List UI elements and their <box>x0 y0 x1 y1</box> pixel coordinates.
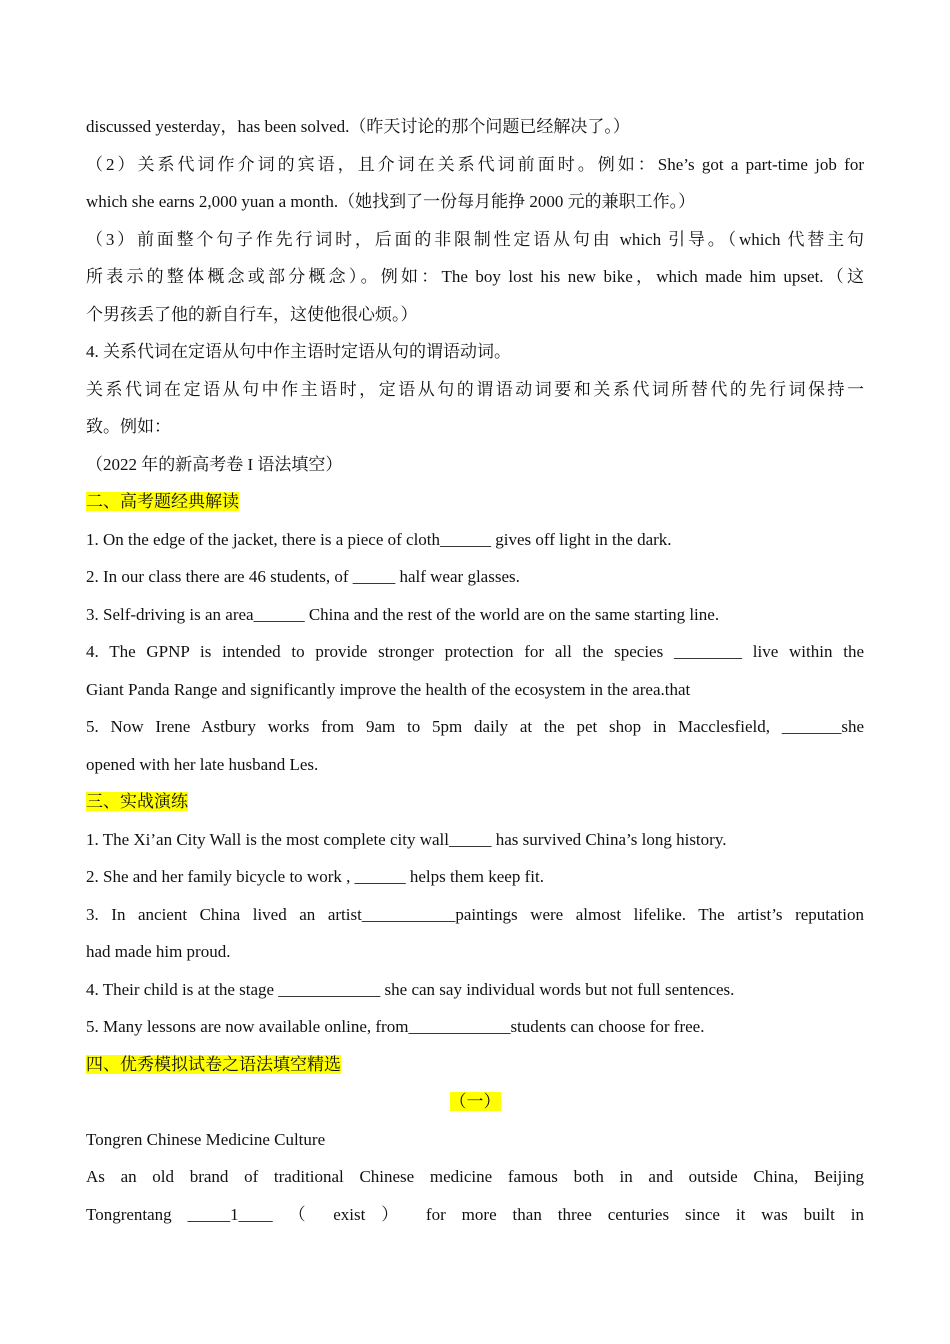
question-line: 4. The GPNP is intended to provide stronger protection for all the species ________ live within the <box>86 642 864 661</box>
question-line: 2. She and her family bicycle to work , ______ helps them keep fit. <box>86 867 544 886</box>
question-line: opened with her late husband Les. <box>86 754 319 774</box>
section-heading-2 <box>86 483 864 521</box>
question-line: 3. Self-driving is an area______ China and the rest of the world are on the same starting line. <box>86 604 720 624</box>
text-line: （3）前面整个句子作先行词时，后面的非限制性定语从句由 which 引导。（which 代替主句 <box>86 229 864 249</box>
text-line: discussed yesterday，has been solved.（昨天讨论的那个问题已经解决了。） <box>86 117 630 136</box>
part-label-text: （一） <box>449 1092 501 1111</box>
section-heading-4 <box>86 1046 864 1084</box>
passage-line: As an old brand of traditional Chinese medicine famous both in and outside China, Beijing <box>86 1167 864 1186</box>
section-heading-4-text: 四、优秀模拟试卷之语法填空精选 <box>86 1054 341 1074</box>
passage-title: Tongren Chinese Medicine Culture <box>86 1129 326 1149</box>
text-line: 个男孩丢了他的新自行车，这使他很心烦。） <box>86 304 418 324</box>
part-label <box>86 1083 864 1121</box>
text-line: 所表示的整体概念或部分概念）。例如：The boy lost his new bike，which made him upset.（这 <box>86 267 864 286</box>
text-line: （2022 年的新高考卷 I 语法填空） <box>86 454 343 474</box>
section-heading-3 <box>86 783 864 821</box>
question-line: 5. Now Irene Astbury works from 9am to 5pm daily at the pet shop in Macclesfield, _______she <box>86 717 864 736</box>
question-line: had made him proud. <box>86 942 231 961</box>
question-line: 4. Their child is at the stage ____________ she can say individual words but not full sentences. <box>86 979 735 999</box>
text-line: 4. 关系代词在定语从句中作主语时定语从句的谓语动词。 <box>86 342 511 361</box>
text-line: which she earns 2,000 yuan a month.（她找到了一份每月能挣 2000 元的兼职工作。） <box>86 192 696 211</box>
question-line: 1. The Xi’an City Wall is the most complete city wall_____ has survived China’s long history. <box>86 829 727 849</box>
question-line: 5. Many lessons are now available online, from____________students can choose for free. <box>86 1017 705 1036</box>
document-page <box>86 108 864 1233</box>
question-line: 1. On the edge of the jacket, there is a piece of cloth______ gives off light in the dark. <box>86 529 672 549</box>
question-line: Giant Panda Range and significantly improve the health of the ecosystem in the area.that <box>86 679 691 699</box>
section-heading-3-text: 三、实战演练 <box>86 792 188 811</box>
text-line: （2）关系代词作介词的宾语，且介词在关系代词前面时。例如：She’s got a part-time job for <box>86 154 864 174</box>
section-heading-2-text: 二、高考题经典解读 <box>86 492 239 511</box>
question-line: 2. In our class there are 46 students, of _____ half wear glasses. <box>86 567 520 586</box>
question-line: 3. In ancient China lived an artist___________paintings were almost lifelike. The artist’s reputation <box>86 904 864 924</box>
text-line: 致。例如： <box>86 417 171 436</box>
passage-line: Tongrentang _____1____ （ exist ） for more than three centuries since it was built in <box>86 1204 864 1224</box>
text-line: 关系代词在定语从句中作主语时，定语从句的谓语动词要和关系代词所替代的先行词保持一 <box>86 379 864 399</box>
